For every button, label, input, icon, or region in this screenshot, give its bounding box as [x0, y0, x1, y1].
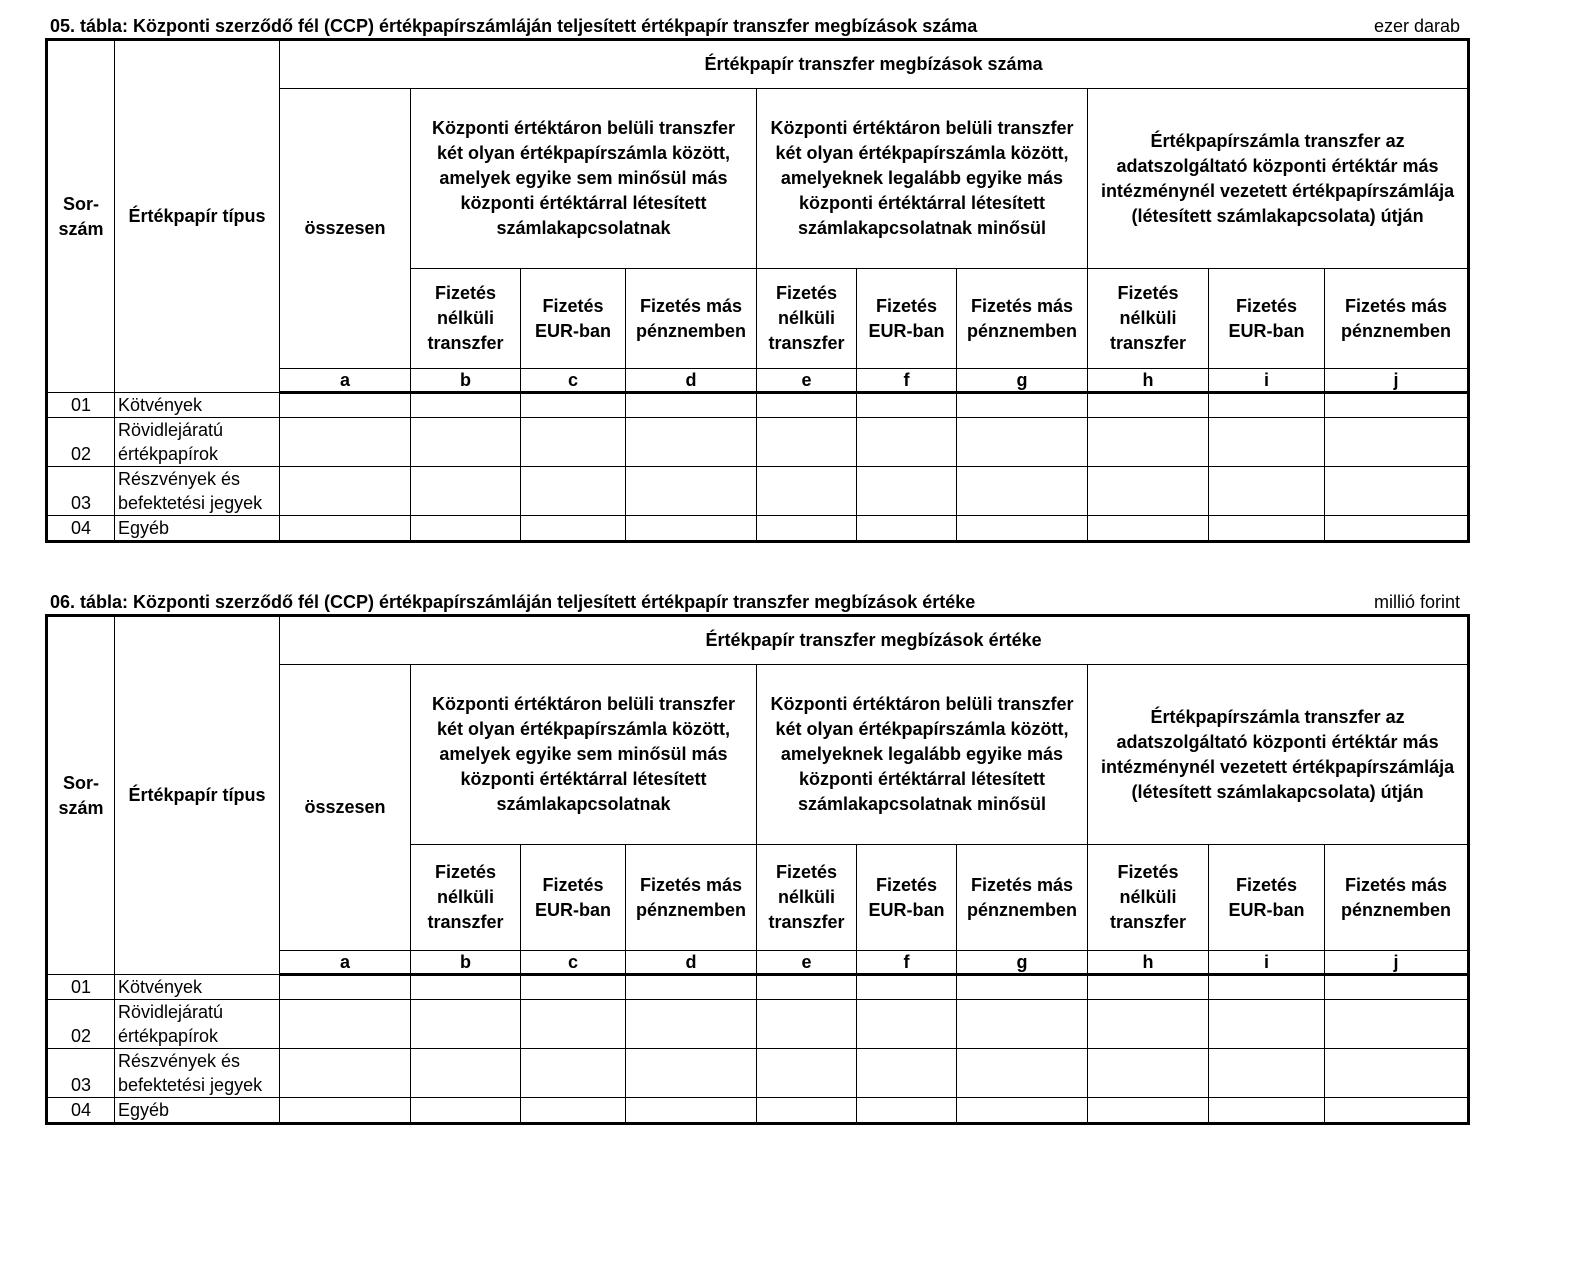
data-cell[interactable]: [757, 1049, 857, 1098]
header-ertekpapir-tipus: Értékpapír típus: [115, 40, 280, 393]
data-cell[interactable]: [280, 467, 411, 516]
header-pay-other: Fizetés más pénznemben: [1325, 845, 1469, 951]
row-type: Részvények és befektetési jegyek: [115, 467, 280, 516]
data-cell[interactable]: [1209, 1098, 1325, 1124]
data-cell[interactable]: [1325, 1098, 1469, 1124]
table-row: [47, 1098, 1469, 1124]
column-letter: i: [1209, 369, 1325, 393]
header-sub-external-institution: Értékpapírszámla transzfer az adatszolgáltató központi értéktár más intézménynél vezetett értékpapírszámlája (létesített számlakapcsolata) útján: [1088, 89, 1469, 269]
data-cell[interactable]: [1088, 393, 1209, 418]
data-cell[interactable]: [1325, 418, 1469, 467]
column-letter: g: [957, 951, 1088, 975]
table-row: [47, 1049, 1469, 1098]
table-caption: [45, 590, 1465, 614]
data-cell[interactable]: [857, 516, 957, 542]
data-cell[interactable]: [280, 393, 411, 418]
column-letter: c: [521, 369, 626, 393]
data-cell[interactable]: [280, 516, 411, 542]
data-cell[interactable]: [1209, 1000, 1325, 1049]
data-cell[interactable]: [957, 1000, 1088, 1049]
header-pay-free: Fizetés nélküli transzfer: [411, 269, 521, 369]
data-cell[interactable]: [957, 1098, 1088, 1124]
header-sub-within-depository: Központi értéktáron belüli transzfer két olyan értékpapírszámla között, amelyek egyike sem minősül más központi értéktárral létesített számlakapcsolatnak: [411, 89, 757, 269]
data-cell[interactable]: [521, 975, 626, 1000]
data-cell[interactable]: [411, 975, 521, 1000]
row-type: Részvények és befektetési jegyek: [115, 1049, 280, 1098]
table-row: [47, 467, 1469, 516]
column-letter: a: [280, 951, 411, 975]
data-cell[interactable]: [1325, 975, 1469, 1000]
header-pay-other: Fizetés más pénznemben: [626, 269, 757, 369]
data-cell[interactable]: [1209, 418, 1325, 467]
data-cell[interactable]: [1088, 516, 1209, 542]
data-cell[interactable]: [411, 1000, 521, 1049]
column-letter: d: [626, 951, 757, 975]
header-sub-linked-account: Központi értéktáron belüli transzfer két olyan értékpapírszámla között, amelyeknek legalább egyike más központi értéktárral létesített számlakapcsolatnak minősül: [757, 665, 1088, 845]
column-letter: c: [521, 951, 626, 975]
data-cell[interactable]: [1209, 393, 1325, 418]
data-cell[interactable]: [757, 516, 857, 542]
column-letter: h: [1088, 951, 1209, 975]
header-osszesen: összesen: [280, 89, 411, 369]
data-cell[interactable]: [626, 418, 757, 467]
data-cell[interactable]: [957, 467, 1088, 516]
data-cell[interactable]: [957, 516, 1088, 542]
data-cell[interactable]: [626, 1000, 757, 1049]
data-cell[interactable]: [1209, 467, 1325, 516]
row-number: 02: [47, 1000, 115, 1049]
data-table: [45, 614, 1470, 1125]
data-cell[interactable]: [1088, 1049, 1209, 1098]
row-type: Kötvények: [115, 975, 280, 1000]
table-06: [45, 590, 1465, 1125]
header-pay-free: Fizetés nélküli transzfer: [411, 845, 521, 951]
row-type: Egyéb: [115, 1098, 280, 1124]
data-cell[interactable]: [626, 975, 757, 1000]
data-cell[interactable]: [521, 516, 626, 542]
row-type: Rövidlejáratú értékpapírok: [115, 418, 280, 467]
data-cell[interactable]: [521, 1098, 626, 1124]
data-cell[interactable]: [1088, 1098, 1209, 1124]
row-number: 01: [47, 975, 115, 1000]
data-cell[interactable]: [521, 1049, 626, 1098]
header-pay-free: Fizetés nélküli transzfer: [757, 269, 857, 369]
column-letter: h: [1088, 369, 1209, 393]
data-cell[interactable]: [1209, 975, 1325, 1000]
data-cell[interactable]: [1088, 975, 1209, 1000]
header-pay-other: Fizetés más pénznemben: [626, 845, 757, 951]
header-pay-other: Fizetés más pénznemben: [957, 269, 1088, 369]
data-cell[interactable]: [957, 1049, 1088, 1098]
data-cell[interactable]: [857, 467, 957, 516]
column-letter: b: [411, 369, 521, 393]
row-number: 01: [47, 393, 115, 418]
data-cell[interactable]: [1325, 467, 1469, 516]
header-pay-eur: Fizetés EUR-ban: [521, 269, 626, 369]
data-cell[interactable]: [857, 1049, 957, 1098]
data-cell[interactable]: [757, 418, 857, 467]
table-title: 05. tábla: Központi szerződő fél (CCP) értékpapírszámláján teljesített értékpapír transzfer megbízások száma: [50, 16, 978, 36]
row-number: 03: [47, 467, 115, 516]
row-type: Rövidlejáratú értékpapírok: [115, 1000, 280, 1049]
data-cell[interactable]: [1325, 516, 1469, 542]
data-cell[interactable]: [757, 467, 857, 516]
data-cell[interactable]: [1209, 1049, 1325, 1098]
table-row: [47, 975, 1469, 1000]
header-pay-free: Fizetés nélküli transzfer: [1088, 269, 1209, 369]
data-cell[interactable]: [757, 393, 857, 418]
data-cell[interactable]: [411, 418, 521, 467]
data-cell[interactable]: [857, 975, 957, 1000]
header-pay-eur: Fizetés EUR-ban: [1209, 845, 1325, 951]
row-type: Kötvények: [115, 393, 280, 418]
row-number: 04: [47, 516, 115, 542]
table-05: [45, 14, 1465, 543]
table-title: 06. tábla: Központi szerződő fél (CCP) értékpapírszámláján teljesített értékpapír transzfer megbízások értéke: [50, 592, 976, 612]
header-pay-other: Fizetés más pénznemben: [957, 845, 1088, 951]
data-cell[interactable]: [521, 418, 626, 467]
table-row: [47, 1000, 1469, 1049]
header-sub-linked-account: Központi értéktáron belüli transzfer két olyan értékpapírszámla között, amelyeknek legalább egyike más központi értéktárral létesített számlakapcsolatnak minősül: [757, 89, 1088, 269]
data-cell[interactable]: [280, 1000, 411, 1049]
data-cell[interactable]: [626, 393, 757, 418]
data-cell[interactable]: [1325, 393, 1469, 418]
data-cell[interactable]: [1088, 1000, 1209, 1049]
data-table: [45, 38, 1470, 543]
row-number: 02: [47, 418, 115, 467]
column-letter: f: [857, 369, 957, 393]
column-letter: b: [411, 951, 521, 975]
data-cell[interactable]: [411, 467, 521, 516]
table-unit: ezer darab: [1373, 16, 1460, 36]
column-letter: j: [1325, 951, 1469, 975]
data-cell[interactable]: [857, 1098, 957, 1124]
header-sub-within-depository: Központi értéktáron belüli transzfer két olyan értékpapírszámla között, amelyek egyike sem minősül más központi értéktárral létesített számlakapcsolatnak: [411, 665, 757, 845]
data-cell[interactable]: [857, 1000, 957, 1049]
header-pay-eur: Fizetés EUR-ban: [521, 845, 626, 951]
column-letter: j: [1325, 369, 1469, 393]
data-cell[interactable]: [280, 1049, 411, 1098]
data-cell[interactable]: [1325, 1049, 1469, 1098]
data-cell[interactable]: [411, 393, 521, 418]
header-pay-other: Fizetés más pénznemben: [1325, 269, 1469, 369]
data-cell[interactable]: [757, 1098, 857, 1124]
row-number: 03: [47, 1049, 115, 1098]
data-cell[interactable]: [626, 467, 757, 516]
data-cell[interactable]: [521, 467, 626, 516]
header-pay-free: Fizetés nélküli transzfer: [1088, 845, 1209, 951]
row-type: Egyéb: [115, 516, 280, 542]
header-pay-eur: Fizetés EUR-ban: [1209, 269, 1325, 369]
data-cell[interactable]: [280, 1098, 411, 1124]
data-cell[interactable]: [1088, 418, 1209, 467]
table-caption: [45, 14, 1465, 38]
column-letter: d: [626, 369, 757, 393]
column-letter: g: [957, 369, 1088, 393]
data-cell[interactable]: [521, 393, 626, 418]
data-cell[interactable]: [411, 1049, 521, 1098]
data-cell[interactable]: [757, 1000, 857, 1049]
header-pay-eur: Fizetés EUR-ban: [857, 269, 957, 369]
column-letter: f: [857, 951, 957, 975]
data-cell[interactable]: [626, 516, 757, 542]
data-cell[interactable]: [1325, 1000, 1469, 1049]
data-cell[interactable]: [957, 418, 1088, 467]
header-ertekpapir-tipus: Értékpapír típus: [115, 616, 280, 975]
data-cell[interactable]: [280, 418, 411, 467]
column-letter: i: [1209, 951, 1325, 975]
data-cell[interactable]: [957, 975, 1088, 1000]
header-sub-external-institution: Értékpapírszámla transzfer az adatszolgáltató központi értéktár más intézménynél vezetett értékpapírszámlája (létesített számlakapcsolata) útján: [1088, 665, 1469, 845]
data-cell[interactable]: [411, 1098, 521, 1124]
table-unit: millió forint: [1373, 592, 1460, 612]
data-cell[interactable]: [757, 975, 857, 1000]
column-letter: e: [757, 951, 857, 975]
header-group: Értékpapír transzfer megbízások értéke: [280, 616, 1469, 665]
column-letter: a: [280, 369, 411, 393]
data-cell[interactable]: [280, 975, 411, 1000]
data-cell[interactable]: [857, 393, 957, 418]
header-group: Értékpapír transzfer megbízások száma: [280, 40, 1469, 89]
data-cell[interactable]: [1088, 467, 1209, 516]
data-cell[interactable]: [1209, 516, 1325, 542]
row-number: 04: [47, 1098, 115, 1124]
table-row: [47, 516, 1469, 542]
column-letter: e: [757, 369, 857, 393]
data-cell[interactable]: [411, 516, 521, 542]
header-sorszam: Sor- szám: [47, 616, 115, 975]
data-cell[interactable]: [957, 393, 1088, 418]
header-pay-free: Fizetés nélküli transzfer: [757, 845, 857, 951]
header-osszesen: összesen: [280, 665, 411, 951]
data-cell[interactable]: [626, 1098, 757, 1124]
data-cell[interactable]: [857, 418, 957, 467]
table-row: [47, 393, 1469, 418]
data-cell[interactable]: [521, 1000, 626, 1049]
header-pay-eur: Fizetés EUR-ban: [857, 845, 957, 951]
header-sorszam: Sor- szám: [47, 40, 115, 393]
data-cell[interactable]: [626, 1049, 757, 1098]
table-row: [47, 418, 1469, 467]
